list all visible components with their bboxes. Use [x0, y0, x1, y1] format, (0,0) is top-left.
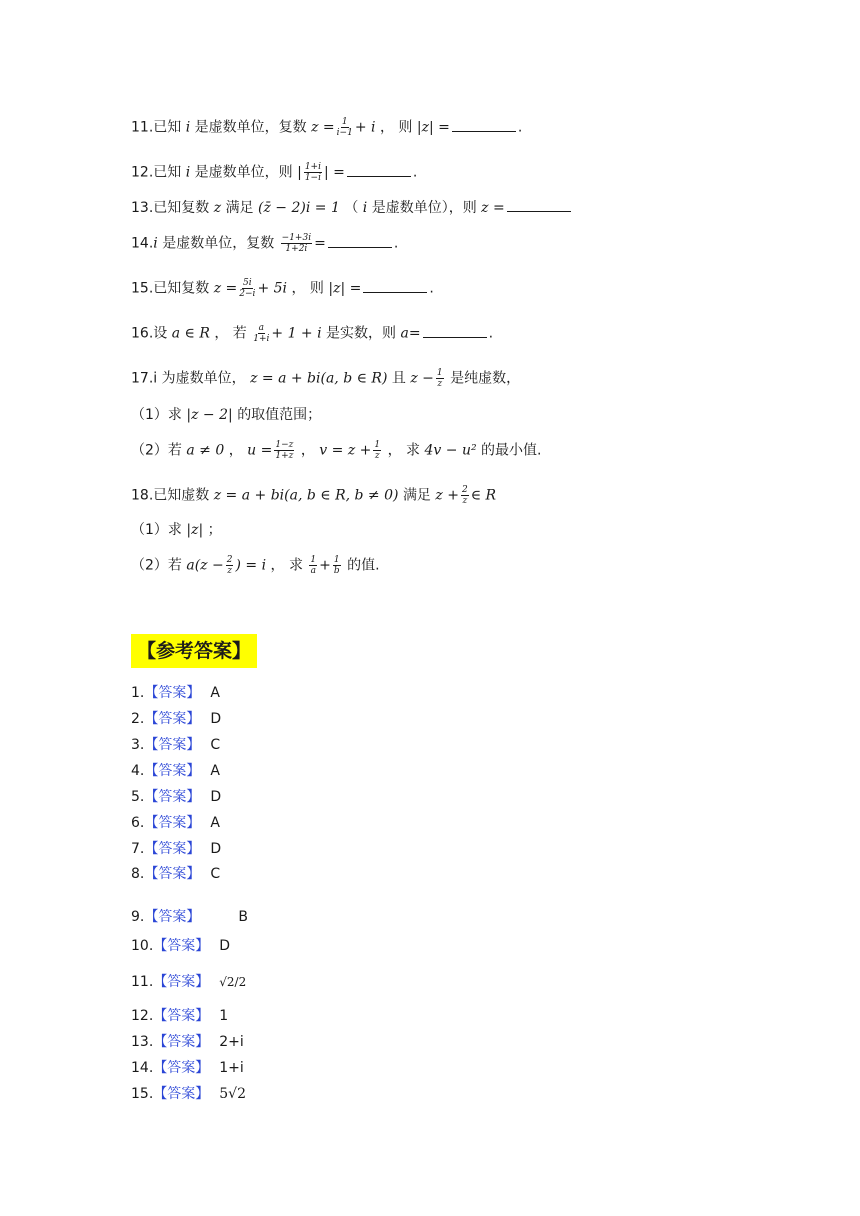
question-number: 17.	[131, 370, 154, 387]
math: ∈ R	[470, 487, 497, 504]
answer-value: A	[210, 763, 220, 779]
answer-value: 5√2	[219, 1086, 247, 1102]
text: 是虚数单位，则	[194, 164, 293, 181]
question-15	[131, 278, 434, 299]
answer-value: D	[210, 711, 222, 727]
fraction	[436, 368, 444, 389]
numerator: 1	[310, 555, 317, 565]
answer-number: 15.	[131, 1086, 154, 1102]
denominator: b	[333, 566, 340, 576]
answer-2	[131, 708, 221, 728]
fraction	[333, 555, 341, 576]
question-12	[131, 162, 417, 183]
numerator: 1	[341, 117, 348, 127]
math: |z − 2|	[186, 407, 233, 423]
text: 满足	[402, 487, 431, 504]
answer-tag: 【答案】	[144, 685, 201, 701]
answer-5	[131, 786, 221, 806]
math: z =	[213, 280, 238, 297]
text: 已知复数	[153, 280, 210, 297]
answer-value: D	[210, 789, 222, 805]
denominator: 1−i	[304, 173, 321, 183]
answer-blank	[347, 164, 411, 177]
answer-tag: 【答案】	[153, 938, 210, 954]
question-number: 16.	[131, 325, 154, 342]
text: .	[412, 164, 418, 181]
text: 是纯虚数，	[450, 370, 521, 387]
numerator: 1	[436, 368, 443, 378]
answer-value: C	[210, 866, 221, 882]
answer-tag: 【答案】	[153, 1086, 210, 1102]
answer-value: A	[210, 815, 220, 831]
text: 是实数，则	[326, 325, 397, 342]
text: 的值.	[347, 557, 380, 574]
answer-9	[131, 906, 248, 926]
math: z	[213, 200, 222, 216]
answer-number: 2.	[131, 711, 145, 727]
math: |z| =	[328, 280, 362, 297]
math: a(z −	[186, 557, 224, 574]
text: 已知复数	[153, 200, 210, 216]
text: （2）若	[131, 557, 182, 574]
answer-tag: 【答案】	[153, 1060, 210, 1076]
answer-blank	[328, 235, 392, 248]
text: ，	[228, 442, 243, 459]
math: i	[153, 235, 158, 252]
numerator: 1−z	[275, 440, 294, 450]
abs-bar: |	[323, 164, 329, 181]
text: （	[344, 200, 359, 216]
question-18	[131, 485, 496, 506]
math: ) = i	[235, 557, 267, 574]
answer-15	[131, 1083, 246, 1103]
answer-value: B	[238, 909, 248, 925]
fraction	[461, 485, 469, 506]
answer-number: 8.	[131, 866, 145, 882]
denominator: i−1	[336, 128, 353, 138]
math: a ∈ R	[171, 325, 210, 342]
denominator: 1+i	[253, 334, 270, 344]
question-18-part-2	[131, 555, 380, 576]
question-16	[131, 323, 493, 344]
answer-tag: 【答案】	[144, 815, 201, 831]
text: 已知	[153, 119, 182, 136]
question-13	[131, 198, 573, 218]
fraction	[304, 162, 322, 183]
text: （2）若	[131, 442, 182, 459]
numerator: 2	[226, 555, 233, 565]
denominator: a	[310, 566, 316, 576]
answer-number: 1.	[131, 685, 145, 701]
answer-number: 6.	[131, 815, 145, 831]
denominator: z	[227, 566, 232, 576]
answer-number: 13.	[131, 1034, 154, 1050]
answer-tag: 【答案】	[144, 737, 201, 753]
numerator: −1+3i	[281, 233, 312, 243]
math: i	[185, 164, 191, 181]
text: .	[429, 280, 434, 297]
fraction	[281, 233, 312, 254]
text: ，	[300, 442, 315, 459]
answer-tag: 【答案】	[153, 974, 210, 990]
text: ；	[207, 522, 222, 538]
answer-section-title: 【参考答案】	[131, 634, 257, 668]
math: + i	[354, 119, 376, 136]
math: z =	[481, 200, 505, 216]
text: i 为虚数单位，	[153, 370, 246, 387]
text: =	[314, 235, 326, 252]
question-number: 12.	[131, 164, 154, 181]
math: |z| =	[416, 119, 450, 136]
math: v = z +	[319, 442, 372, 459]
answer-4	[131, 760, 220, 780]
answer-blank	[423, 325, 487, 338]
question-17	[131, 368, 520, 389]
text: （1）求	[131, 407, 182, 423]
text: 的取值范围；	[237, 407, 322, 423]
math: a=	[400, 325, 421, 342]
text: ， 则	[379, 119, 413, 136]
numerator: 1	[333, 555, 340, 565]
math: |z|	[186, 522, 204, 538]
answer-tag: 【答案】	[153, 1008, 210, 1024]
denominator: 2−i	[239, 289, 256, 299]
answer-tag: 【答案】	[144, 789, 201, 805]
answer-13	[131, 1031, 244, 1051]
answer-number: 4.	[131, 763, 145, 779]
text: 已知虚数	[153, 487, 210, 504]
question-number: 14.	[131, 235, 154, 252]
math: i	[362, 200, 368, 216]
text: 是虚数单位，复数	[194, 119, 307, 136]
answer-1	[131, 682, 220, 702]
answer-3	[131, 734, 220, 754]
fraction	[253, 323, 269, 344]
answer-value: 1+i	[219, 1060, 244, 1076]
text: 的最小值.	[481, 442, 542, 459]
question-11	[131, 117, 522, 138]
question-number: 11.	[131, 119, 154, 136]
answer-tag: 【答案】	[144, 841, 201, 857]
answer-blank	[363, 280, 427, 293]
text: 设	[153, 325, 168, 342]
answer-11	[131, 971, 246, 991]
answer-10	[131, 935, 230, 955]
denominator: z	[462, 496, 468, 506]
text: 是虚数单位，复数	[162, 235, 275, 252]
numerator: 1+i	[304, 162, 321, 172]
fraction	[373, 440, 381, 461]
math: u =	[247, 442, 273, 459]
denominator: 1+2i	[285, 244, 308, 254]
answer-value: √2/2	[219, 975, 247, 989]
answer-value: 2+i	[219, 1034, 244, 1050]
answer-blank	[507, 199, 571, 212]
numerator: 1	[374, 440, 381, 450]
answer-12	[131, 1005, 228, 1025]
math: a ≠ 0	[186, 442, 225, 459]
answer-value: D	[219, 938, 231, 954]
text: （1）求	[131, 522, 182, 538]
answer-number: 5.	[131, 789, 145, 805]
fraction	[274, 440, 294, 461]
fraction	[309, 555, 317, 576]
text: ， 求	[270, 557, 303, 574]
text: .	[393, 235, 399, 252]
answer-tag: 【答案】	[144, 909, 201, 925]
answer-value: C	[210, 737, 221, 753]
answer-14	[131, 1057, 244, 1077]
text: .	[517, 119, 523, 136]
math: i	[185, 119, 191, 136]
answer-8	[131, 863, 220, 883]
numerator: a	[258, 323, 264, 333]
math: 4v − u²	[424, 442, 477, 459]
answer-6	[131, 812, 220, 832]
answer-number: 9.	[131, 909, 145, 925]
answer-tag: 【答案】	[144, 866, 201, 882]
math: z =	[311, 119, 335, 136]
math: + 5i	[257, 280, 288, 297]
text: 已知	[153, 164, 182, 181]
math: + 1 + i	[271, 325, 322, 342]
answer-blank	[452, 119, 516, 132]
text: .	[488, 325, 494, 342]
fraction	[226, 555, 234, 576]
text: 满足	[225, 200, 254, 216]
math: =	[333, 164, 345, 181]
answer-number: 3.	[131, 737, 145, 753]
math: z −	[410, 370, 434, 387]
text: 是虚数单位），则	[371, 200, 477, 216]
text: ， 则	[291, 280, 324, 297]
fraction	[337, 117, 353, 138]
numerator: 5i	[243, 278, 252, 288]
answer-value: 1	[219, 1008, 229, 1024]
numerator: 2	[461, 485, 468, 495]
abs-bar: |	[297, 164, 302, 181]
answer-value: A	[210, 685, 220, 701]
question-number: 15.	[131, 280, 154, 297]
text: ， 求	[387, 442, 421, 459]
answer-number: 11.	[131, 974, 154, 990]
math: z = a + bi(a, b ∈ R)	[250, 370, 388, 387]
question-18-part-1	[131, 520, 222, 540]
answer-7	[131, 838, 221, 858]
answer-tag: 【答案】	[144, 711, 201, 727]
answer-tag: 【答案】	[144, 763, 201, 779]
question-17-part-2	[131, 440, 541, 461]
denominator: z	[374, 451, 380, 461]
answer-number: 12.	[131, 1008, 154, 1024]
answer-tag: 【答案】	[153, 1034, 210, 1050]
denominator: 1+z	[275, 451, 294, 461]
question-number: 13.	[131, 200, 154, 216]
question-number: 18.	[131, 487, 154, 504]
denominator: z	[437, 379, 443, 389]
math: z +	[435, 487, 459, 504]
answer-number: 7.	[131, 841, 145, 857]
text: 且	[391, 370, 406, 387]
question-14	[131, 233, 398, 254]
math: +	[319, 557, 331, 574]
answer-number: 14.	[131, 1060, 154, 1076]
question-17-part-1	[131, 405, 321, 425]
math: z = a + bi(a, b ∈ R, b ≠ 0)	[213, 487, 399, 504]
answer-value: D	[210, 841, 222, 857]
fraction	[239, 278, 255, 299]
text: ， 若	[214, 325, 247, 342]
math: (z̄ − 2)i = 1	[258, 200, 340, 216]
answer-number: 10.	[131, 938, 154, 954]
